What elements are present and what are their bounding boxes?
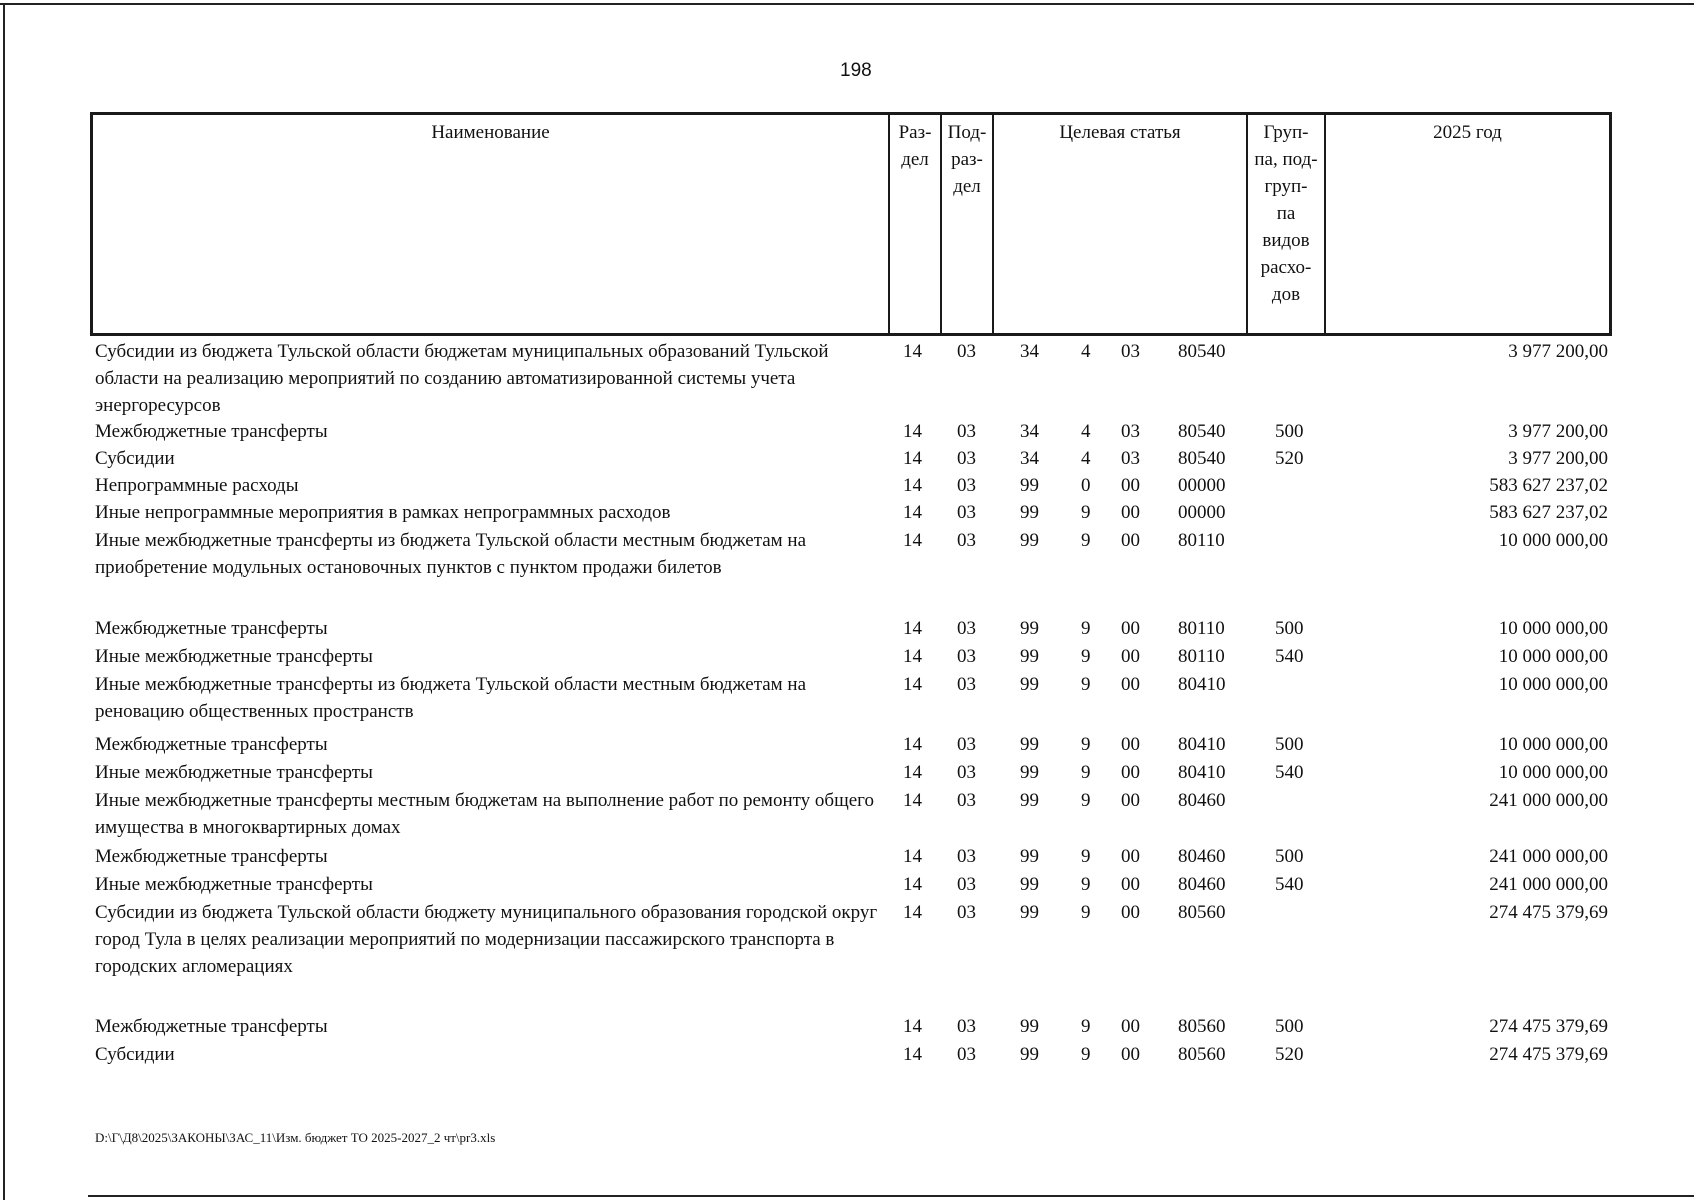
row-target-type: 9 [1081, 502, 1091, 523]
row-amount: 10 000 000,00 [1498, 530, 1608, 551]
row-amount: 241 000 000,00 [1489, 874, 1608, 895]
row-amount: 583 627 237,02 [1489, 475, 1608, 496]
row-razdel: 14 [903, 646, 922, 667]
row-podrazdel: 03 [957, 421, 976, 442]
row-name: Иные межбюджетные трансферты из бюджета Тульской области местным бюджетам на приобретение модульных остановочных пунктов с пунктом продажи билетов [95, 530, 807, 578]
row-name: Субсидии [95, 1044, 175, 1065]
row-target-subprogram: 00 [1121, 674, 1140, 695]
row-podrazdel: 03 [957, 646, 976, 667]
row-amount: 274 475 379,69 [1489, 1044, 1608, 1065]
header-name: Наименование [93, 115, 890, 333]
row-target-subprogram: 03 [1121, 341, 1140, 362]
row-podrazdel: 03 [957, 874, 976, 895]
row-podrazdel: 03 [957, 448, 976, 469]
row-name: Субсидии из бюджета Тульской области бюджету муниципального образования городской округ город Тула в целях реализации мероприятий по модернизации пассажирского транспорта в городских агломерациях [95, 902, 878, 977]
row-target-subprogram: 00 [1121, 475, 1140, 496]
row-podrazdel: 03 [957, 341, 976, 362]
row-target-type: 9 [1081, 734, 1091, 755]
row-group: 540 [1275, 646, 1304, 667]
row-group: 540 [1275, 762, 1304, 783]
row-target-subprogram: 00 [1121, 902, 1140, 923]
row-target-type: 9 [1081, 646, 1091, 667]
row-podrazdel: 03 [957, 674, 976, 695]
row-razdel: 14 [903, 618, 922, 639]
file-path-footer: D:\Г\Д8\2025\ЗАКОНЫ\ЗАС_11\Изм. бюджет ТО 2025-2027_2 чт\pr3.xls [95, 1130, 496, 1145]
row-target-program: 99 [1020, 1016, 1039, 1037]
row-target-program: 99 [1020, 874, 1039, 895]
row-name: Межбюджетные трансферты [95, 1016, 328, 1037]
row-target-code: 80110 [1178, 530, 1225, 551]
row-target-subprogram: 00 [1121, 790, 1140, 811]
row-target-subprogram: 00 [1121, 846, 1140, 867]
header-year: 2025 год [1433, 122, 1502, 143]
page-border-top [0, 3, 1694, 5]
row-target-subprogram: 00 [1121, 502, 1140, 523]
header-group: Груп- па, под- груп- па видов расхо- дов [1248, 115, 1326, 333]
row-target-type: 9 [1081, 790, 1091, 811]
row-target-code: 80460 [1178, 874, 1226, 895]
row-razdel: 14 [903, 502, 922, 523]
row-amount: 3 977 200,00 [1508, 341, 1608, 362]
header-target: Целевая статья [994, 115, 1248, 333]
row-amount: 10 000 000,00 [1498, 762, 1608, 783]
row-target-type: 9 [1081, 618, 1091, 639]
row-name: Иные межбюджетные трансферты [95, 762, 373, 783]
row-target-type: 9 [1081, 874, 1091, 895]
row-target-subprogram: 00 [1121, 762, 1140, 783]
row-razdel: 14 [903, 674, 922, 695]
row-group: 540 [1275, 874, 1304, 895]
row-podrazdel: 03 [957, 846, 976, 867]
row-target-program: 34 [1020, 421, 1039, 442]
row-podrazdel: 03 [957, 734, 976, 755]
row-target-code: 80110 [1178, 618, 1225, 639]
row-target-code: 80410 [1178, 762, 1226, 783]
row-target-program: 99 [1020, 502, 1039, 523]
row-podrazdel: 03 [957, 475, 976, 496]
row-name: Субсидии из бюджета Тульской области бюджетам муниципальных образований Тульской области на реализацию мероприятий по созданию автоматизированной системы учета энергоресурсов [95, 341, 829, 416]
row-amount: 583 627 237,02 [1489, 502, 1608, 523]
row-group: 500 [1275, 846, 1304, 867]
row-group: 500 [1275, 1016, 1304, 1037]
row-group: 500 [1275, 421, 1304, 442]
row-razdel: 14 [903, 1016, 922, 1037]
row-target-code: 80540 [1178, 421, 1226, 442]
page-border-left [3, 3, 5, 1200]
page-number: 198 [840, 60, 872, 81]
row-target-code: 80540 [1178, 448, 1226, 469]
row-target-type: 4 [1081, 421, 1091, 442]
row-target-subprogram: 00 [1121, 734, 1140, 755]
row-target-code: 00000 [1178, 502, 1226, 523]
row-target-type: 9 [1081, 1044, 1091, 1065]
row-razdel: 14 [903, 762, 922, 783]
row-name: Межбюджетные трансферты [95, 734, 328, 755]
row-group: 520 [1275, 448, 1304, 469]
row-name: Непрограммные расходы [95, 475, 299, 496]
header-podrazdel: Под- раз- дел [942, 115, 994, 333]
row-podrazdel: 03 [957, 1016, 976, 1037]
row-target-program: 99 [1020, 475, 1039, 496]
row-target-program: 99 [1020, 902, 1039, 923]
row-name: Иные межбюджетные трансферты [95, 646, 373, 667]
row-target-code: 80540 [1178, 341, 1226, 362]
row-target-type: 9 [1081, 1016, 1091, 1037]
row-target-type: 9 [1081, 530, 1091, 551]
row-target-subprogram: 00 [1121, 618, 1140, 639]
row-razdel: 14 [903, 846, 922, 867]
table-header [90, 112, 1612, 336]
row-podrazdel: 03 [957, 790, 976, 811]
row-target-program: 99 [1020, 790, 1039, 811]
row-target-type: 9 [1081, 846, 1091, 867]
row-group: 500 [1275, 734, 1304, 755]
row-target-program: 99 [1020, 530, 1039, 551]
row-podrazdel: 03 [957, 502, 976, 523]
row-podrazdel: 03 [957, 762, 976, 783]
row-target-type: 4 [1081, 341, 1091, 362]
row-group: 520 [1275, 1044, 1304, 1065]
row-amount: 10 000 000,00 [1498, 674, 1608, 695]
row-target-program: 99 [1020, 618, 1039, 639]
row-target-program: 99 [1020, 734, 1039, 755]
row-target-code: 80410 [1178, 734, 1226, 755]
row-razdel: 14 [903, 790, 922, 811]
row-amount: 10 000 000,00 [1498, 618, 1608, 639]
row-target-program: 99 [1020, 846, 1039, 867]
row-target-code: 80410 [1178, 674, 1226, 695]
row-target-code: 80560 [1178, 902, 1226, 923]
row-razdel: 14 [903, 475, 922, 496]
row-name: Иные межбюджетные трансферты [95, 874, 373, 895]
row-target-code: 80560 [1178, 1016, 1226, 1037]
row-razdel: 14 [903, 902, 922, 923]
row-target-program: 34 [1020, 448, 1039, 469]
row-amount: 274 475 379,69 [1489, 1016, 1608, 1037]
row-razdel: 14 [903, 448, 922, 469]
row-target-type: 0 [1081, 475, 1091, 496]
row-target-subprogram: 00 [1121, 1016, 1140, 1037]
row-target-subprogram: 00 [1121, 1044, 1140, 1065]
row-target-code: 80460 [1178, 790, 1226, 811]
row-target-type: 9 [1081, 902, 1091, 923]
row-amount: 241 000 000,00 [1489, 790, 1608, 811]
row-group: 500 [1275, 618, 1304, 639]
row-razdel: 14 [903, 734, 922, 755]
row-target-code: 80460 [1178, 846, 1226, 867]
row-target-subprogram: 03 [1121, 421, 1140, 442]
row-target-program: 99 [1020, 646, 1039, 667]
row-razdel: 14 [903, 421, 922, 442]
row-target-code: 80560 [1178, 1044, 1226, 1065]
row-target-program: 99 [1020, 762, 1039, 783]
page-border-bottom [88, 1195, 1694, 1197]
row-podrazdel: 03 [957, 530, 976, 551]
row-target-type: 9 [1081, 762, 1091, 783]
row-podrazdel: 03 [957, 902, 976, 923]
row-razdel: 14 [903, 341, 922, 362]
row-target-program: 99 [1020, 1044, 1039, 1065]
row-target-code: 80110 [1178, 646, 1225, 667]
row-amount: 241 000 000,00 [1489, 846, 1608, 867]
row-name: Иные непрограммные мероприятия в рамках непрограммных расходов [95, 502, 671, 523]
row-podrazdel: 03 [957, 618, 976, 639]
row-name: Межбюджетные трансферты [95, 421, 328, 442]
row-amount: 3 977 200,00 [1508, 448, 1608, 469]
row-amount: 274 475 379,69 [1489, 902, 1608, 923]
row-name: Иные межбюджетные трансферты местным бюджетам на выполнение работ по ремонту общего имущества в многоквартирных домах [95, 790, 874, 838]
row-name: Межбюджетные трансферты [95, 618, 328, 639]
row-target-subprogram: 00 [1121, 646, 1140, 667]
row-target-type: 9 [1081, 674, 1091, 695]
row-target-subprogram: 03 [1121, 448, 1140, 469]
row-target-program: 34 [1020, 341, 1039, 362]
row-name: Субсидии [95, 448, 175, 469]
row-razdel: 14 [903, 1044, 922, 1065]
row-razdel: 14 [903, 874, 922, 895]
row-name: Межбюджетные трансферты [95, 846, 328, 867]
row-target-type: 4 [1081, 448, 1091, 469]
row-target-program: 99 [1020, 674, 1039, 695]
row-amount: 3 977 200,00 [1508, 421, 1608, 442]
row-podrazdel: 03 [957, 1044, 976, 1065]
row-amount: 10 000 000,00 [1498, 734, 1608, 755]
row-name: Иные межбюджетные трансферты из бюджета Тульской области местным бюджетам на реновацию общественных пространств [95, 674, 807, 722]
header-razdel: Раз- дел [890, 115, 942, 333]
row-target-code: 00000 [1178, 475, 1226, 496]
row-amount: 10 000 000,00 [1498, 646, 1608, 667]
row-target-subprogram: 00 [1121, 874, 1140, 895]
row-razdel: 14 [903, 530, 922, 551]
row-target-subprogram: 00 [1121, 530, 1140, 551]
